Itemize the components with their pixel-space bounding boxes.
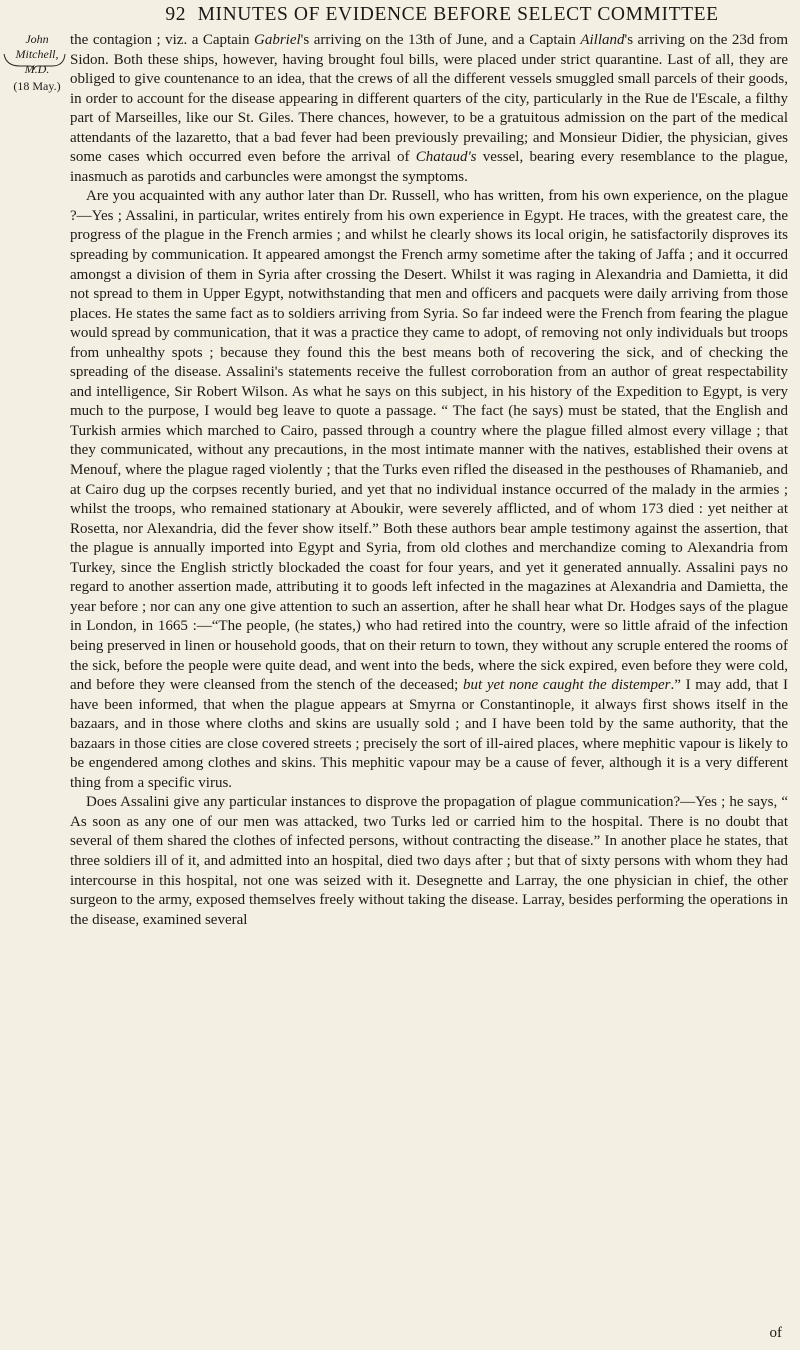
page-title: MINUTES OF EVIDENCE BEFORE SELECT COMMITTEE	[197, 4, 719, 25]
margin-brace-icon	[2, 50, 66, 70]
catchword: of	[769, 1325, 782, 1341]
page-number: 92	[165, 4, 187, 25]
margin-date: (18 May.)	[13, 79, 61, 93]
body-text	[70, 31, 788, 930]
running-header	[92, 4, 792, 26]
paragraph: Are you acquainted with any author later than Dr. Russell, who has written, from his own experience, on the plague ?—Yes ; Assalini, in particular, writes entirely from his own experience in Egypt. He traces, with the greatest care, the progress of the plague in the French armies ; and whilst he clearly shows its local origin, he satisfactorily disproves its spreading by communication. It appeared amongst the French army sometime after the taking of Jaffa ; and it occurred amongst a division of them in Syria after crossing the Desert. Whilst it was raging in Alexandria and Damietta, it did not spread to them in Upper Egypt, notwithstanding that men and officers and pacquets were daily arriving from those places. He states the same fact as to soldiers arriving from Syria. So far indeed were the French from fearing the plague would spread by communication, that it was a practice they came to adopt, of removing not only individuals but troops from unhealthy spots ; because they found this the best means both of recovering the sick, and of checking the spreading of the disease. Assalini's statements receive the fullest corroboration from an author of great respectability and intelligence, Sir Robert Wilson. As what he says on this subject, in his history of the Expedition to Egypt, is very much to the purpose, I would beg leave to quote a passage. “ The fact (he says) must be stated, that the English and Turkish armies which marched to Cairo, passed through a country where the plague filled almost every village ; that they communicated, without any precautions, in the most intimate manner with the natives, established their ovens at Menouf, where the plague raged violently ; that the Turks even rifled the diseased in the pesthouses of Rhamanieb, and at Cairo dug up the corpses recently buried, and yet that no individual instance occurred of the malady in the armies ; whilst the troops, who remained stationary at Aboukir, were severely afflicted, and of whom 173 died : yet neither at Rosetta, nor Alexandria, did the fever show itself.” Both these authors bear ample testimony against the assertion, that the plague is annually imported into Egypt and Syria, from old clothes and merchandize coming to Alexandria from Turkey, since the English strictly blockaded the coast for four years, and yet it generated annually. Assalini pays no regard to another assertion made, attributing it to goods left infected in the magazines at Alexandria and Damietta, the year before ; nor can any one give attention to such an assertion, after he shall hear what Dr. Hodges says of the plague in London, in 1665 :—“The people, (he states,) who had retired into the country, were so little afraid of the infection being preserved in linen or household goods, that on their return to town, they without any scruple entered the rooms of the sick, before the people were quite dead, and went into the beds, where the sick expired, even before they were cold, and before they were cleansed from the stench of the deceased; but yet none caught the distemper.” I may add, that I have been informed, that when the plague appears at Smyrna or Constantinople, it always first shows itself in the bazaars, and in those where cloths and skins are usually sold ; and I have been told by the same authority, that the bazaars in those cities are close covered streets ; precisely the sort of ill-aired places, where mephitic vapour is likely to be engendered among clothes and skins. This mephitic vapour may be a cause of fever, although it is a very different thing from a specific virus.	[70, 188, 789, 791]
witness-name: John Mitchell, M.D.	[15, 32, 59, 76]
paragraph: Does Assalini give any particular instances to disprove the propagation of plague communication?—Yes ; he says, “ As soon as any one of our men was attacked, two Turks led or carried him to the hospital. There is no doubt that several of them shared the clothes of infected persons, without contracting the disease.” In another place he states, that three soldiers ill of it, and admitted into an hospital, died two days after ; but that of sixty persons with whom they had intercourse in this hospital, not one was seized with it. Desegnette and Larray, the one physician in chief, the other surgeon to the army, exposed themselves freely without taking the disease. Larray, besides performing the operations in the disease, examined several	[70, 794, 788, 928]
paragraph: the contagion ; viz. a Captain Gabriel's arriving on the 13th of June, and a Captain Ailland's arriving on the 23d from Sidon. Both these ships, however, having brought foul bills, were placed under strict quarantine. Last of all, they are obliged to give countenance to an idea, that the crews of all the different vessels smuggled small parcels of their goods, in order to account for the disease appearing in different quarters of the city, particularly in the Rue de l'Escale, a filthy part of Marseilles, like our St. Giles. There chances, however, to be a gratuitous admission on the part of the medical attendants of the lazaretto, that a bad fever had been previously prevailing; and Monsieur Didier, the physician, gives some cases which occurred even before the arrival of Chataud's vessel, bearing every resemblance to the plague, inasmuch as parotids and carbuncles were amongst the symptoms.	[70, 32, 788, 185]
